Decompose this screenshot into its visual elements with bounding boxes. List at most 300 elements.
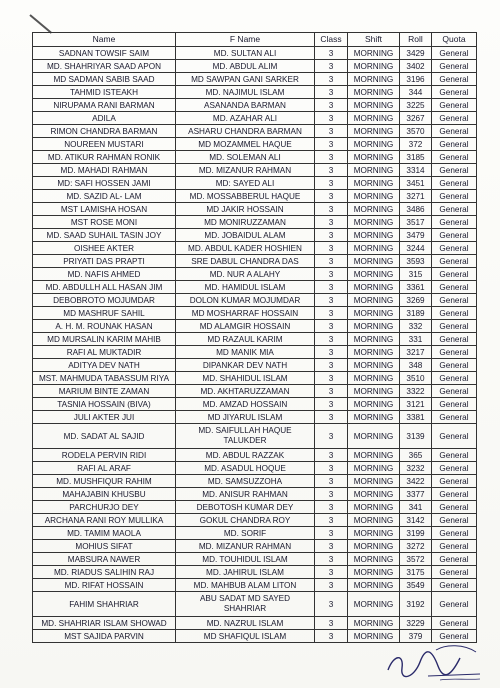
cell-father-name: MD SHAFIQUL ISLAM <box>176 630 315 643</box>
cell-shift: MORNING <box>348 424 400 449</box>
cell-roll: 3121 <box>400 398 432 411</box>
cell-quota: General <box>432 579 477 592</box>
cell-name: SADNAN TOWSIF SAIM <box>33 47 176 60</box>
cell-father-name: DOLON KUMAR MOJUMDAR <box>176 294 315 307</box>
cell-class: 3 <box>315 346 348 359</box>
table-row <box>33 553 477 566</box>
cell-class: 3 <box>315 242 348 255</box>
table-row <box>33 385 477 398</box>
cell-shift: MORNING <box>348 190 400 203</box>
cell-name: NOUREEN MUSTARI <box>33 138 176 151</box>
cell-shift: MORNING <box>348 320 400 333</box>
cell-shift: MORNING <box>348 501 400 514</box>
cell-quota: General <box>432 294 477 307</box>
cell-quota: General <box>432 216 477 229</box>
cell-class: 3 <box>315 190 348 203</box>
table-row <box>33 138 477 151</box>
cell-father-name: MD. ABDUL RAZZAK <box>176 449 315 462</box>
cell-shift: MORNING <box>348 579 400 592</box>
table-row <box>33 592 477 617</box>
cell-shift: MORNING <box>348 255 400 268</box>
cell-quota: General <box>432 566 477 579</box>
cell-name: MD. RIADUS SALIHIN RAJ <box>33 566 176 579</box>
cell-roll: 3572 <box>400 553 432 566</box>
cell-quota: General <box>432 592 477 617</box>
cell-father-name: MD. HAMIDUL ISLAM <box>176 281 315 294</box>
table-row <box>33 617 477 630</box>
cell-roll: 344 <box>400 86 432 99</box>
table-row <box>33 475 477 488</box>
cell-shift: MORNING <box>348 177 400 190</box>
cell-class: 3 <box>315 540 348 553</box>
cell-name: TASNIA HOSSAIN (BIVA) <box>33 398 176 411</box>
cell-quota: General <box>432 424 477 449</box>
cell-class: 3 <box>315 333 348 346</box>
cell-quota: General <box>432 398 477 411</box>
cell-roll: 3232 <box>400 462 432 475</box>
cell-class: 3 <box>315 514 348 527</box>
cell-shift: MORNING <box>348 47 400 60</box>
cell-roll: 341 <box>400 501 432 514</box>
cell-roll: 3269 <box>400 294 432 307</box>
cell-shift: MORNING <box>348 346 400 359</box>
cell-name: MD MURSALIN KARIM MAHIB <box>33 333 176 346</box>
cell-class: 3 <box>315 449 348 462</box>
cell-class: 3 <box>315 164 348 177</box>
cell-father-name: MD. NUR A ALAHY <box>176 268 315 281</box>
cell-shift: MORNING <box>348 138 400 151</box>
cell-father-name: MD. SAIFULLAH HAQUE TALUKDER <box>176 424 315 449</box>
cell-class: 3 <box>315 112 348 125</box>
cell-father-name: DEBOTOSH KUMAR DEY <box>176 501 315 514</box>
cell-class: 3 <box>315 617 348 630</box>
cell-class: 3 <box>315 307 348 320</box>
cell-shift: MORNING <box>348 630 400 643</box>
cell-roll: 3199 <box>400 527 432 540</box>
header-shift: Shift <box>348 33 400 47</box>
cell-shift: MORNING <box>348 333 400 346</box>
cell-quota: General <box>432 462 477 475</box>
cell-shift: MORNING <box>348 216 400 229</box>
cell-quota: General <box>432 99 477 112</box>
cell-shift: MORNING <box>348 164 400 177</box>
cell-quota: General <box>432 60 477 73</box>
cell-shift: MORNING <box>348 281 400 294</box>
cell-shift: MORNING <box>348 203 400 216</box>
cell-roll: 379 <box>400 630 432 643</box>
table-row <box>33 527 477 540</box>
cell-father-name: MD MOSHARRAF HOSSAIN <box>176 307 315 320</box>
cell-name: MOHIUS SIFAT <box>33 540 176 553</box>
cell-name: FAHIM SHAHRIAR <box>33 592 176 617</box>
cell-quota: General <box>432 190 477 203</box>
cell-name: MD SADMAN SABIB SAAD <box>33 73 176 86</box>
cell-class: 3 <box>315 86 348 99</box>
cell-roll: 3479 <box>400 229 432 242</box>
cell-name: MD. SHAHRIAR ISLAM SHOWAD <box>33 617 176 630</box>
cell-shift: MORNING <box>348 540 400 553</box>
table-row <box>33 540 477 553</box>
table-row <box>33 333 477 346</box>
table-row <box>33 359 477 372</box>
cell-name: TAHMID ISTEAKH <box>33 86 176 99</box>
table-row <box>33 99 477 112</box>
cell-name: OISHEE AKTER <box>33 242 176 255</box>
cell-father-name: MD. ASADUL HOQUE <box>176 462 315 475</box>
cell-class: 3 <box>315 320 348 333</box>
cell-roll: 3271 <box>400 190 432 203</box>
cell-name: ADILA <box>33 112 176 125</box>
cell-shift: MORNING <box>348 294 400 307</box>
cell-shift: MORNING <box>348 73 400 86</box>
cell-name: PARCHURJO DEY <box>33 501 176 514</box>
cell-class: 3 <box>315 203 348 216</box>
cell-roll: 348 <box>400 359 432 372</box>
cell-name: MST SAJIDA PARVIN <box>33 630 176 643</box>
cell-father-name: MD. JAHIRUL ISLAM <box>176 566 315 579</box>
cell-quota: General <box>432 177 477 190</box>
cell-roll: 3175 <box>400 566 432 579</box>
cell-father-name: MD. NAZRUL ISLAM <box>176 617 315 630</box>
table-body <box>33 47 477 643</box>
cell-name: MD. SAAD SUHAIL TASIN JOY <box>33 229 176 242</box>
cell-father-name: MD MOZAMMEL HAQUE <box>176 138 315 151</box>
cell-name: MST LAMISHA HOSAN <box>33 203 176 216</box>
table-row <box>33 398 477 411</box>
cell-quota: General <box>432 125 477 138</box>
cell-roll: 3510 <box>400 372 432 385</box>
cell-roll: 3322 <box>400 385 432 398</box>
cell-father-name: MD RAZAUL KARIM <box>176 333 315 346</box>
cell-class: 3 <box>315 281 348 294</box>
cell-class: 3 <box>315 99 348 112</box>
cell-class: 3 <box>315 216 348 229</box>
cell-name: JULI AKTER JUI <box>33 411 176 424</box>
pen-mark <box>29 14 52 34</box>
table-row <box>33 579 477 592</box>
table-row <box>33 488 477 501</box>
signature-stamp <box>380 640 490 684</box>
table-row <box>33 501 477 514</box>
cell-quota: General <box>432 617 477 630</box>
table-row <box>33 229 477 242</box>
cell-roll: 3185 <box>400 151 432 164</box>
cell-quota: General <box>432 281 477 294</box>
cell-class: 3 <box>315 411 348 424</box>
cell-roll: 3570 <box>400 125 432 138</box>
table-row <box>33 281 477 294</box>
table-row <box>33 307 477 320</box>
cell-roll: 3217 <box>400 346 432 359</box>
cell-roll: 3196 <box>400 73 432 86</box>
cell-class: 3 <box>315 138 348 151</box>
cell-shift: MORNING <box>348 488 400 501</box>
cell-class: 3 <box>315 47 348 60</box>
table-row <box>33 190 477 203</box>
cell-father-name: MD. MAHBUB ALAM LITON <box>176 579 315 592</box>
cell-class: 3 <box>315 385 348 398</box>
cell-name: MD MASHRUF SAHIL <box>33 307 176 320</box>
cell-father-name: MD JIYARUL ISLAM <box>176 411 315 424</box>
cell-class: 3 <box>315 268 348 281</box>
cell-quota: General <box>432 112 477 125</box>
cell-shift: MORNING <box>348 475 400 488</box>
cell-quota: General <box>432 501 477 514</box>
cell-name: RAFI AL ARAF <box>33 462 176 475</box>
table-row <box>33 242 477 255</box>
cell-roll: 365 <box>400 449 432 462</box>
table-row <box>33 255 477 268</box>
cell-roll: 331 <box>400 333 432 346</box>
cell-roll: 3361 <box>400 281 432 294</box>
cell-father-name: MD. TOUHIDUL ISLAM <box>176 553 315 566</box>
cell-quota: General <box>432 333 477 346</box>
table-row <box>33 411 477 424</box>
cell-father-name: MD. MIZANUR RAHMAN <box>176 164 315 177</box>
cell-roll: 3314 <box>400 164 432 177</box>
cell-shift: MORNING <box>348 112 400 125</box>
table-row <box>33 125 477 138</box>
table-row <box>33 449 477 462</box>
cell-quota: General <box>432 488 477 501</box>
cell-father-name: MD. AKHTARUZZAMAN <box>176 385 315 398</box>
table-row <box>33 294 477 307</box>
cell-shift: MORNING <box>348 411 400 424</box>
cell-class: 3 <box>315 177 348 190</box>
student-list-table <box>32 32 477 643</box>
cell-father-name: MD. AMZAD HOSSAIN <box>176 398 315 411</box>
table-row <box>33 268 477 281</box>
cell-quota: General <box>432 47 477 60</box>
cell-father-name: MD. SOLEMAN ALI <box>176 151 315 164</box>
cell-name: MD. SHAHRIYAR SAAD APON <box>33 60 176 73</box>
table-row <box>33 164 477 177</box>
cell-class: 3 <box>315 579 348 592</box>
cell-name: DEBOBROTO MOJUMDAR <box>33 294 176 307</box>
cell-quota: General <box>432 307 477 320</box>
cell-name: MST ROSE MONI <box>33 216 176 229</box>
cell-roll: 3272 <box>400 540 432 553</box>
table-row <box>33 73 477 86</box>
cell-roll: 3486 <box>400 203 432 216</box>
cell-shift: MORNING <box>348 125 400 138</box>
table-row <box>33 60 477 73</box>
cell-father-name: MD. JOBAIDUL ALAM <box>176 229 315 242</box>
cell-shift: MORNING <box>348 592 400 617</box>
cell-father-name: MD. MOSSABBERUL HAQUE <box>176 190 315 203</box>
cell-father-name: MD MANIK MIA <box>176 346 315 359</box>
cell-class: 3 <box>315 630 348 643</box>
cell-roll: 3189 <box>400 307 432 320</box>
cell-name: MD: SAFI HOSSEN JAMI <box>33 177 176 190</box>
cell-name: A. H. M. ROUNAK HASAN <box>33 320 176 333</box>
cell-quota: General <box>432 553 477 566</box>
cell-quota: General <box>432 242 477 255</box>
cell-class: 3 <box>315 488 348 501</box>
cell-father-name: GOKUL CHANDRA ROY <box>176 514 315 527</box>
cell-father-name: MD. AZAHAR ALI <box>176 112 315 125</box>
cell-quota: General <box>432 164 477 177</box>
cell-class: 3 <box>315 151 348 164</box>
cell-quota: General <box>432 73 477 86</box>
cell-class: 3 <box>315 229 348 242</box>
cell-quota: General <box>432 449 477 462</box>
cell-roll: 3451 <box>400 177 432 190</box>
cell-name: MD. MUSHFIQUR RAHIM <box>33 475 176 488</box>
table-row <box>33 177 477 190</box>
cell-name: MD. SADAT AL SAJID <box>33 424 176 449</box>
cell-class: 3 <box>315 359 348 372</box>
cell-father-name: SRE DABUL CHANDRA DAS <box>176 255 315 268</box>
cell-quota: General <box>432 255 477 268</box>
cell-roll: 3549 <box>400 579 432 592</box>
cell-roll: 3192 <box>400 592 432 617</box>
cell-roll: 3593 <box>400 255 432 268</box>
cell-roll: 3139 <box>400 424 432 449</box>
cell-roll: 3377 <box>400 488 432 501</box>
cell-quota: General <box>432 320 477 333</box>
cell-father-name: MD. ABDUL KADER HOSHIEN <box>176 242 315 255</box>
cell-roll: 3225 <box>400 99 432 112</box>
cell-father-name: MD. SORIF <box>176 527 315 540</box>
table-row <box>33 372 477 385</box>
cell-class: 3 <box>315 501 348 514</box>
cell-quota: General <box>432 138 477 151</box>
cell-shift: MORNING <box>348 527 400 540</box>
table-row <box>33 462 477 475</box>
cell-name: NIRUPAMA RANI BARMAN <box>33 99 176 112</box>
cell-class: 3 <box>315 73 348 86</box>
cell-name: PRIYATI DAS PRAPTI <box>33 255 176 268</box>
cell-quota: General <box>432 540 477 553</box>
cell-quota: General <box>432 346 477 359</box>
cell-class: 3 <box>315 475 348 488</box>
cell-class: 3 <box>315 372 348 385</box>
cell-quota: General <box>432 527 477 540</box>
cell-class: 3 <box>315 294 348 307</box>
cell-name: MD. ABDULLH ALL HASAN JIM <box>33 281 176 294</box>
header-class: Class <box>315 33 348 47</box>
cell-class: 3 <box>315 566 348 579</box>
cell-roll: 3381 <box>400 411 432 424</box>
cell-quota: General <box>432 385 477 398</box>
cell-roll: 332 <box>400 320 432 333</box>
cell-shift: MORNING <box>348 449 400 462</box>
cell-father-name: MD. MIZANUR RAHMAN <box>176 540 315 553</box>
header-quota: Quota <box>432 33 477 47</box>
cell-roll: 3429 <box>400 47 432 60</box>
cell-class: 3 <box>315 592 348 617</box>
cell-class: 3 <box>315 60 348 73</box>
cell-father-name: MD: SAYED ALI <box>176 177 315 190</box>
cell-father-name: DIPANKAR DEV NATH <box>176 359 315 372</box>
header-roll: Roll <box>400 33 432 47</box>
cell-name: MD. MAHADI RAHMAN <box>33 164 176 177</box>
cell-quota: General <box>432 268 477 281</box>
cell-quota: General <box>432 514 477 527</box>
cell-name: MABSURA NAWER <box>33 553 176 566</box>
cell-quota: General <box>432 86 477 99</box>
cell-name: MD. ATIKUR RAHMAN RONIK <box>33 151 176 164</box>
cell-shift: MORNING <box>348 566 400 579</box>
cell-roll: 3517 <box>400 216 432 229</box>
cell-shift: MORNING <box>348 60 400 73</box>
table-row <box>33 151 477 164</box>
table-row <box>33 86 477 99</box>
cell-shift: MORNING <box>348 617 400 630</box>
cell-quota: General <box>432 203 477 216</box>
cell-father-name: MD SAWPAN GANI SARKER <box>176 73 315 86</box>
table-header-row <box>33 33 477 47</box>
cell-quota: General <box>432 229 477 242</box>
cell-quota: General <box>432 372 477 385</box>
cell-quota: General <box>432 151 477 164</box>
cell-name: MD. NAFIS AHMED <box>33 268 176 281</box>
table-row <box>33 424 477 449</box>
cell-father-name: MD. SULTAN ALI <box>176 47 315 60</box>
cell-shift: MORNING <box>348 151 400 164</box>
cell-father-name: ABU SADAT MD SAYED SHAHRIAR <box>176 592 315 617</box>
cell-shift: MORNING <box>348 385 400 398</box>
cell-shift: MORNING <box>348 553 400 566</box>
cell-name: RODELA PERVIN RIDI <box>33 449 176 462</box>
cell-name: MD. TAMIM MAOLA <box>33 527 176 540</box>
cell-name: MST. MAHMUDA TABASSUM RIYA <box>33 372 176 385</box>
table-row <box>33 514 477 527</box>
cell-class: 3 <box>315 462 348 475</box>
cell-father-name: MD ALAMGIR HOSSAIN <box>176 320 315 333</box>
cell-quota: General <box>432 630 477 643</box>
cell-shift: MORNING <box>348 514 400 527</box>
cell-quota: General <box>432 411 477 424</box>
cell-shift: MORNING <box>348 307 400 320</box>
cell-father-name: MD. SHAHIDUL ISLAM <box>176 372 315 385</box>
cell-name: MD. SAZID AL- LAM <box>33 190 176 203</box>
cell-class: 3 <box>315 255 348 268</box>
table-row <box>33 566 477 579</box>
cell-father-name: MD. ABDUL ALIM <box>176 60 315 73</box>
table-row <box>33 216 477 229</box>
cell-roll: 315 <box>400 268 432 281</box>
cell-name: RIMON CHANDRA BARMAN <box>33 125 176 138</box>
table-row <box>33 346 477 359</box>
cell-class: 3 <box>315 527 348 540</box>
cell-name: MAHAJABIN KHUSBU <box>33 488 176 501</box>
cell-shift: MORNING <box>348 398 400 411</box>
cell-father-name: ASHARU CHANDRA BARMAN <box>176 125 315 138</box>
table-row <box>33 112 477 125</box>
cell-name: RAFI AL MUKTADIR <box>33 346 176 359</box>
cell-shift: MORNING <box>348 242 400 255</box>
cell-father-name: MD. ANISUR RAHMAN <box>176 488 315 501</box>
cell-father-name: MD MONIRUZZAMAN <box>176 216 315 229</box>
cell-class: 3 <box>315 424 348 449</box>
table-row <box>33 47 477 60</box>
cell-father-name: MD. SAMSUZZOHA <box>176 475 315 488</box>
cell-shift: MORNING <box>348 359 400 372</box>
cell-class: 3 <box>315 125 348 138</box>
cell-roll: 3142 <box>400 514 432 527</box>
cell-shift: MORNING <box>348 86 400 99</box>
cell-shift: MORNING <box>348 462 400 475</box>
header-father-name: F Name <box>176 33 315 47</box>
header-name: Name <box>33 33 176 47</box>
cell-name: MARIUM BINTE ZAMAN <box>33 385 176 398</box>
cell-shift: MORNING <box>348 229 400 242</box>
cell-roll: 372 <box>400 138 432 151</box>
cell-class: 3 <box>315 553 348 566</box>
cell-roll: 3267 <box>400 112 432 125</box>
